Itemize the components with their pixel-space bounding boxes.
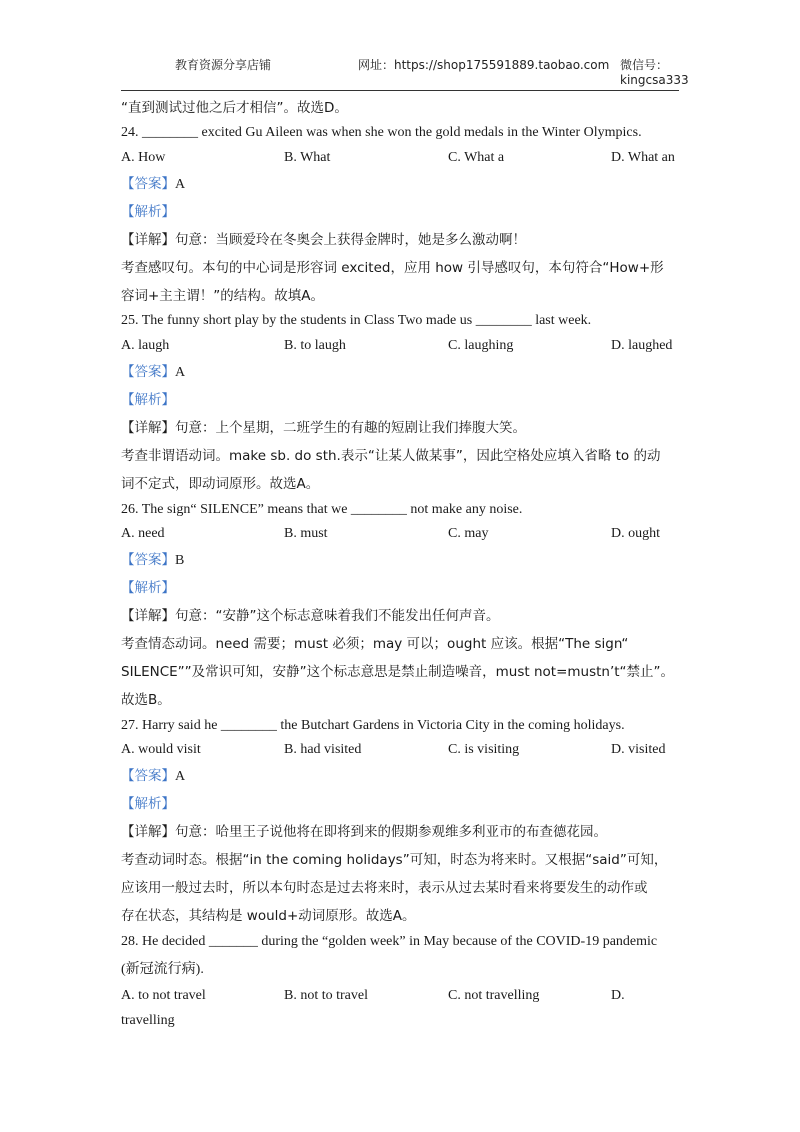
question-24: 24. ________ excited Gu Aileen was when she won the gold medals in the Winter Olympics. bbox=[121, 125, 642, 140]
question-26: 26. The sign“ SILENCE” means that we ________ not make any noise. bbox=[121, 502, 523, 517]
answer-value: A bbox=[175, 177, 186, 192]
q24-option-b: B. What bbox=[284, 150, 331, 165]
q26-answer bbox=[121, 551, 184, 570]
q25-detail-1 bbox=[121, 419, 526, 437]
q25-option-c: C. laughing bbox=[448, 338, 514, 353]
question-28: 28. He decided _______ during the “golden week” in May because of the COVID-19 pandemic bbox=[121, 934, 658, 949]
q25-option-d: D. laughed bbox=[611, 338, 673, 353]
q27-detail-3: 应该用一般过去时，所以本句时态是过去将来时，表示从过去某时看来将要发生的动作或 bbox=[121, 880, 648, 896]
analysis-label: 【解析】 bbox=[121, 580, 175, 596]
detail-label: 【详解】 bbox=[121, 232, 175, 248]
shop-name: 教育资源分享店铺 bbox=[175, 58, 272, 72]
q28-option-d-cont: travelling bbox=[121, 1013, 175, 1028]
q26-detail-1 bbox=[121, 607, 500, 625]
q26-option-a: A. need bbox=[121, 526, 165, 541]
q25-detail-2: 考查非谓语动词。make sb. do sth.表示“让某人做某事”，因此空格处应填入省略 to 的动 bbox=[121, 448, 661, 464]
answer-value: A bbox=[175, 769, 186, 784]
detail-label: 【详解】 bbox=[121, 824, 175, 840]
prev-explanation-tail: “直到测试过他之后才相信”。故选D。 bbox=[121, 100, 348, 116]
answer-label: 【答案】 bbox=[121, 364, 175, 380]
q27-answer bbox=[121, 767, 185, 786]
wechat-id: kingcsa333 bbox=[620, 73, 689, 87]
q25-option-b: B. to laugh bbox=[284, 338, 346, 353]
wechat-label: 微信号： bbox=[620, 58, 669, 72]
detail-text: 句意：哈里王子说他将在即将到来的假期参观维多利亚市的布查德花园。 bbox=[175, 824, 607, 840]
q28-option-d: D. bbox=[611, 988, 625, 1003]
answer-label: 【答案】 bbox=[121, 768, 175, 784]
analysis-label: 【解析】 bbox=[121, 204, 175, 220]
detail-label: 【详解】 bbox=[121, 608, 175, 624]
answer-value: A bbox=[175, 365, 186, 380]
q24-answer bbox=[121, 175, 185, 194]
q27-detail-4: 存在状态，其结构是 would+动词原形。故选A。 bbox=[121, 908, 416, 924]
q28-option-c: C. not travelling bbox=[448, 988, 540, 1003]
q26-option-d: D. ought bbox=[611, 526, 660, 541]
page-header bbox=[121, 0, 689, 91]
answer-label: 【答案】 bbox=[121, 552, 175, 568]
q25-answer bbox=[121, 363, 185, 382]
q26-detail-2: 考查情态动词。need 需要；must 必须；may 可以；ought 应该。根据“The sign“ bbox=[121, 636, 629, 652]
detail-text: 句意：上个星期，二班学生的有趣的短剧让我们捧腹大笑。 bbox=[175, 420, 526, 436]
detail-label: 【详解】 bbox=[121, 420, 175, 436]
q26-option-b: B. must bbox=[284, 526, 328, 541]
detail-text: 句意：当顾爱玲在冬奥会上获得金牌时，她是多么激动啊！ bbox=[175, 232, 526, 248]
q24-detail-1 bbox=[121, 231, 526, 249]
shop-url[interactable]: 网址：https://shop175591889.taobao.com bbox=[358, 58, 610, 72]
q28-option-a: A. to not travel bbox=[121, 988, 206, 1003]
q27-detail-2: 考查动词时态。根据“in the coming holidays”可知，时态为将来时。又根据“said”可知， bbox=[121, 852, 668, 868]
question-28-cont: (新冠流行病). bbox=[121, 962, 204, 977]
question-25: 25. The funny short play by the students in Class Two made us ________ last week. bbox=[121, 313, 592, 328]
analysis-label: 【解析】 bbox=[121, 392, 175, 408]
q24-detail-2: 考查感叹句。本句的中心词是形容词 excited，应用 how 引导感叹句，本句符合“How+形 bbox=[121, 260, 664, 276]
q26-detail-3: SILENCE””及常识可知，安静”这个标志意思是禁止制造噪音，must not=mustn’t“禁止”。 bbox=[121, 664, 675, 680]
q24-option-c: C. What a bbox=[448, 150, 505, 165]
q27-option-c: C. is visiting bbox=[448, 742, 520, 757]
answer-label: 【答案】 bbox=[121, 176, 175, 192]
q25-option-a: A. laugh bbox=[121, 338, 170, 353]
analysis-label: 【解析】 bbox=[121, 796, 175, 812]
question-27: 27. Harry said he ________ the Butchart Gardens in Victoria City in the coming holidays. bbox=[121, 718, 625, 733]
q27-option-b: B. had visited bbox=[284, 742, 362, 757]
q26-option-c: C. may bbox=[448, 526, 489, 541]
q26-detail-4: 故选B。 bbox=[121, 692, 171, 708]
detail-text: 句意：“安静”这个标志意味着我们不能发出任何声音。 bbox=[175, 608, 500, 624]
q28-option-b: B. not to travel bbox=[284, 988, 368, 1003]
q24-option-d: D. What an bbox=[611, 150, 675, 165]
q27-detail-1 bbox=[121, 823, 607, 841]
q27-option-d: D. visited bbox=[611, 742, 666, 757]
q25-detail-3: 词不定式，即动词原形。故选A。 bbox=[121, 476, 320, 492]
q24-option-a: A. How bbox=[121, 150, 166, 165]
answer-value: B bbox=[175, 553, 185, 568]
q24-detail-3: 容词+主主谓！”的结构。故填A。 bbox=[121, 288, 325, 304]
q27-option-a: A. would visit bbox=[121, 742, 201, 757]
